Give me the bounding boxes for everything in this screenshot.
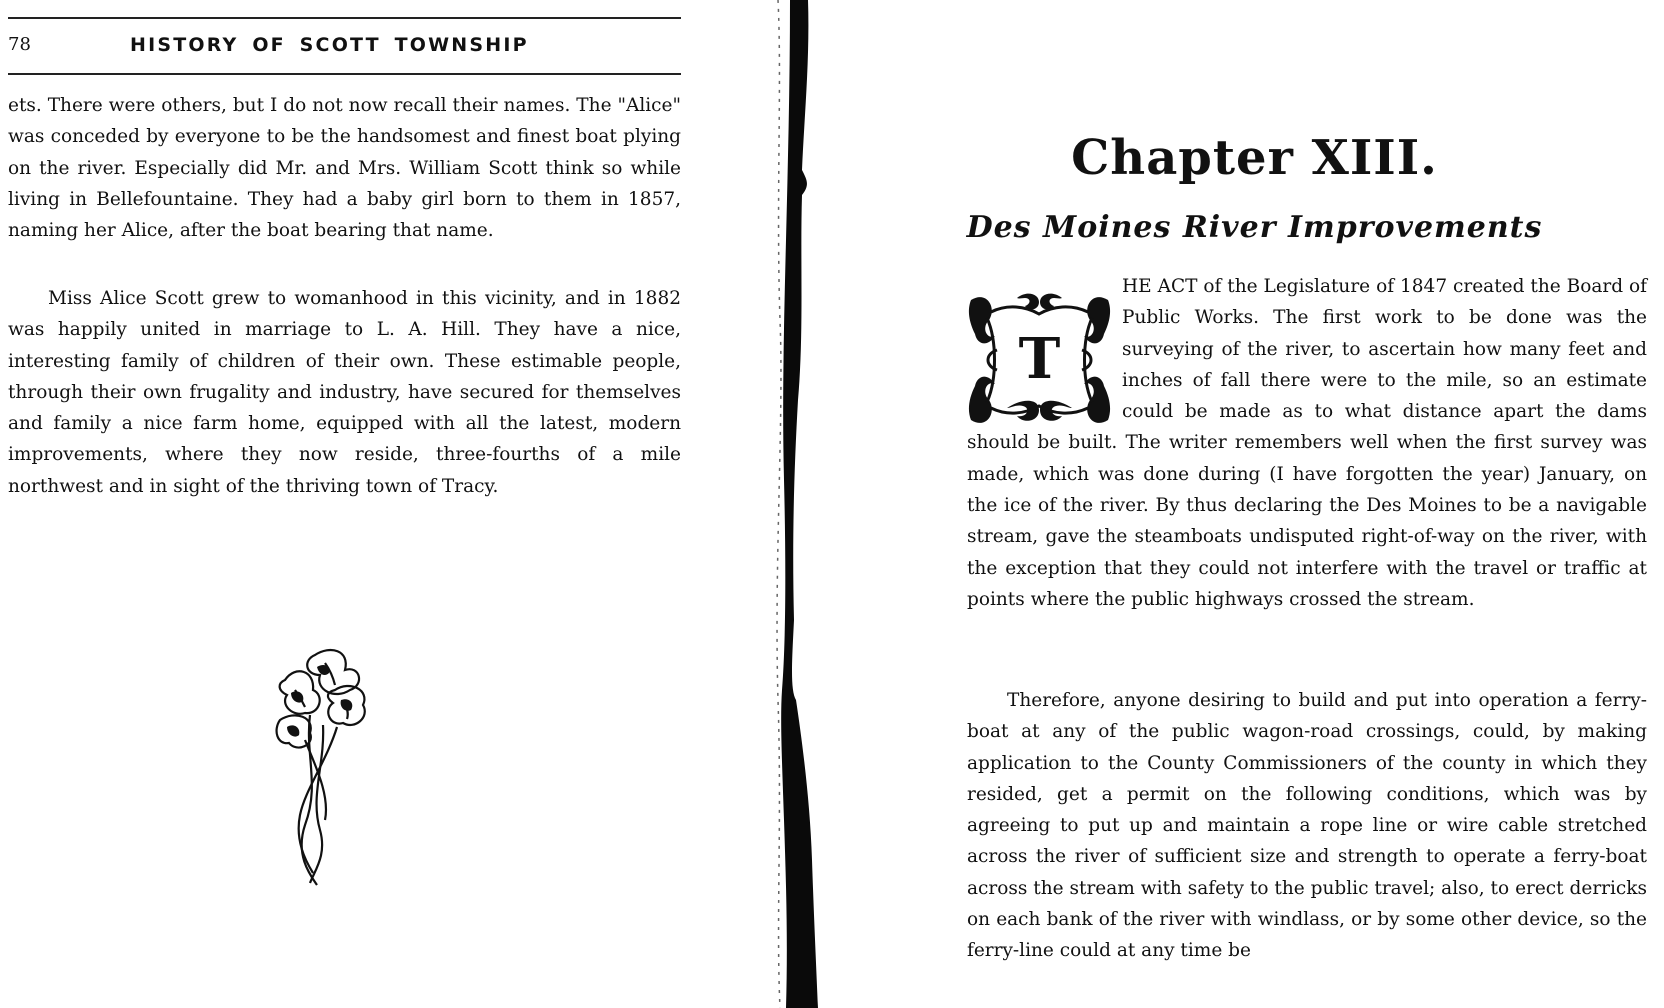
drop-cap-spacer xyxy=(967,271,1122,421)
paragraph: ets. There were others, but I do not now recall their names. The "Alice" was conceded by everyone to be the handsomest and finest boat plying on the river. Especially did Mr. and Mrs. William Scott think so while living in Bellefountaine. They had a baby girl born to them in 1857, naming her Alice, after the boat bearing that name. xyxy=(8,95,681,242)
chapter-subtitle: Des Moines River Improvements xyxy=(966,210,1543,245)
page-number: 78 xyxy=(8,34,31,55)
right-page xyxy=(845,0,1664,1008)
running-header xyxy=(8,32,681,60)
book-spine-shadow xyxy=(772,0,822,1008)
paragraph xyxy=(967,271,1647,615)
paragraph-text: HE ACT of the Legislature of 1847 created the Board of Public Works. The first work to be done was the surveying of the river, to ascertain how many feet and inches of fall there were to the mile, so an estimate could be made as to what distance apart the dams should be built. The writer remembers well when the first survey was made, which was done during (I have forgotten the year) January, on the ice of the river. By thus declaring the Des Moines to be a navigable stream, gave the steamboats undisputed right-of-way on the river, with the exception that they could not interfere with the travel or traffic at points where the public highways crossed the stream. xyxy=(967,276,1647,610)
running-head-title: HISTORY OF SCOTT TOWNSHIP xyxy=(130,34,529,56)
header-top-rule xyxy=(8,17,681,19)
paragraph: Miss Alice Scott grew to womanhood in this vicinity, and in 1882 was happily united in marriage to L. A. Hill. They have a nice, interesting family of children of their own. These estimable people, through their own frugality and industry, have secured for themselves and family a nice farm home, equipped with all the latest, modern improvements, where they now reside, three-fourths of a mile northwest and in sight of the thriving town of Tracy. xyxy=(8,288,681,497)
header-bottom-rule xyxy=(8,73,681,75)
drop-cap-letter: T xyxy=(1018,326,1061,392)
left-page xyxy=(0,0,700,1008)
chapter-heading: Chapter XIII. xyxy=(1071,130,1438,186)
paragraph: Therefore, anyone desiring to build and put into operation a ferry-boat at any of the public wagon-road crossings, could, by making application to the County Commissioners of the county in which they resided, get a permit on the following conditions, which was by agreeing to put up and maintain a rope line or wire cable stretched across the river of sufficient size and strength to operate a ferry-boat across the stream with safety to the public travel; also, to erect derricks on each bank of the river with windlass, or by some other device, so the ferry-line could at any time be xyxy=(967,690,1647,962)
flower-ornament-icon xyxy=(275,645,395,890)
